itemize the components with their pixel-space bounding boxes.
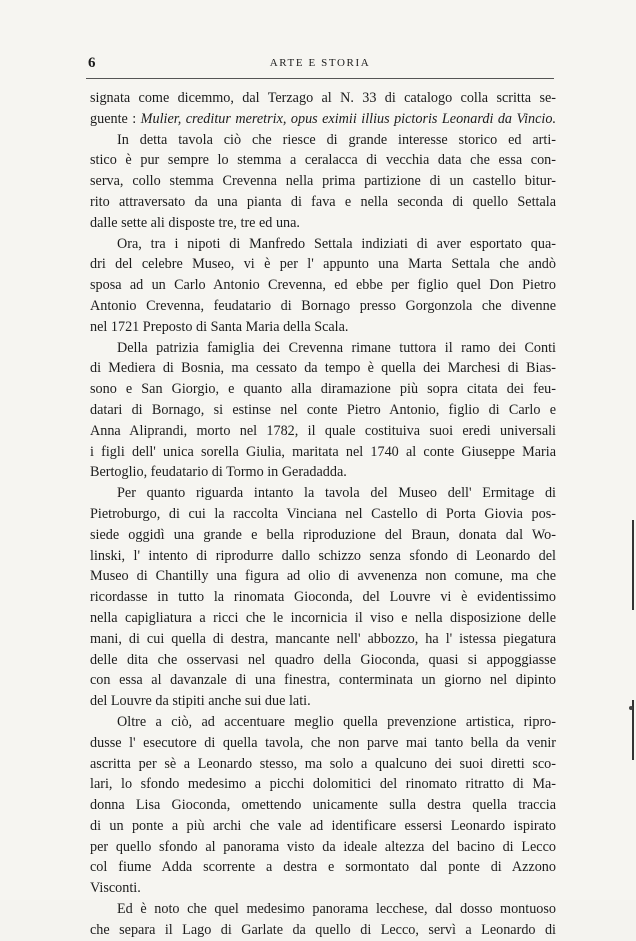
text-line: col fiume Adda scorrente a destra e sormontato dal ponte di Azzono [90, 859, 556, 876]
text-line: lari, lo sfondo medesimo a picchi dolomitici del rinomato ritratto di Ma- [90, 776, 556, 793]
text-line: nella capigliatura a ricci che le incornicia il viso e nella disposizione delle [90, 609, 556, 626]
text-line: di Mediera di Bosnia, ma cessato da tempo è quella dei Marchesi di Bias- [90, 360, 556, 377]
text-line: Oltre a ciò, ad accentuare meglio quella prevenzione artistica, ripro- [117, 713, 556, 730]
scan-speck [629, 706, 633, 710]
body-text [90, 88, 556, 941]
text-line: con essa al davanzale di una finestra, conterminata un giorno nel dipinto [90, 672, 556, 689]
text-line: In detta tavola ciò che riesce di grande interesse storico ed arti- [117, 131, 556, 148]
text-line: nel 1721 Preposto di Santa Maria della Scala. [90, 318, 349, 335]
text-line: datari di Bornago, si estinse nel conte Pietro Antonio, figlio di Carlo e [90, 401, 556, 418]
text-line: signata come dicemmo, dal Terzago al N. 33 di catalogo colla scritta se- [90, 90, 556, 106]
text-line: Pietroburgo, di cui la raccolta Vinciana nel Castello di Porta Giovia pos- [90, 505, 556, 522]
text-line: del Louvre da stipiti anche sui due lati. [90, 693, 311, 710]
text-line: i figli dell' unica sorella Giulia, maritata nel 1740 al conte Giuseppe Maria [90, 443, 556, 460]
text-line: linski, l' intento di riprodurre dallo schizzo senza sfondo di Leonardo del [90, 547, 556, 564]
text-line: serva, collo stemma Crevenna nella prima partizione di un castello bitur- [90, 173, 556, 190]
text-line: Per quanto riguarda intanto la tavola del Museo dell' Ermitage di [117, 485, 556, 502]
text-line: Della patrizia famiglia dei Crevenna rimane tuttora il ramo dei Conti [117, 339, 556, 356]
page-header [86, 55, 554, 77]
text-line: mani, di cui quella di destra, mancante nell' abbozzo, ha l' istessa piegatura [90, 630, 556, 647]
text-line: dusse l' esecutore di quella tavola, che non parve mai tanto bella da venir [90, 734, 556, 751]
text-line: Museo di Chantilly una figura ad olio di avvenenza non comune, ma che [90, 568, 556, 585]
page-number: 6 [88, 55, 96, 71]
text-line: dalle sette ali disposte tre, tre ed una. [90, 214, 300, 231]
text-line: Bertoglio, feudatario di Tormo in Geradadda. [90, 464, 347, 481]
text-line: Visconti. [90, 880, 141, 897]
text-line [90, 109, 556, 130]
text-line: siede oggidì una grande e bella riproduzione del Braun, donata dal Wo- [90, 526, 556, 543]
text-line-prefix: guente : [90, 110, 141, 127]
text-line: per quello sfondo al panorama visto da ideale altezza del bacino di Lecco [90, 838, 556, 855]
header-rule [86, 78, 554, 79]
text-line: Anna Aliprandi, morto nel 1782, il quale costituiva suoi eredi universali [90, 422, 556, 439]
text-line: ricordasse in tutto la rinomata Gioconda, del Louvre vi è evidentissimo [90, 589, 556, 606]
text-line: delle dita che osservasi nel quadro della Gioconda, quasi si appoggiasse [90, 651, 556, 668]
text-line: stico è pur sempre lo stemma a ceralacca di vecchia data che essa con- [90, 152, 556, 169]
text-line: sposa ad un Carlo Antonio Crevenna, ed ebbe per figlio quel Don Pietro [90, 277, 556, 294]
text-line: dri del celebre Museo, vi è per l' appunto una Marta Settala che andò [90, 256, 556, 273]
running-title: ARTE E STORIA [269, 57, 371, 69]
text-line: di un ponte a più archi che vale ad identificare essersi Leonardo ispirato [90, 817, 556, 834]
text-line: rito attraversato da una pianta di fava e nella seconda di quello Settala [90, 193, 556, 210]
text-line: Antonio Crevenna, feudatario di Bornago presso Gorgonzola che divenne [90, 297, 556, 314]
text-line: donna Lisa Gioconda, omettendo unicamente sulla destra quella traccia [90, 797, 556, 814]
text-line: che separa il Lago di Garlate da quello di Lecco, servì a Leonardo di [90, 921, 556, 938]
text-line: Ora, tra i nipoti di Manfredo Settala indiziati di aver esportato qua- [117, 235, 556, 252]
italic-quotation: Mulier, creditur meretrix, opus eximii illius pictoris Leonardi da Vincio. [140, 110, 556, 127]
scan-edge-mark [632, 520, 634, 610]
text-line: ascritta per sè a Leonardo stesso, ma solo a qualcuno dei suoi diretti sco- [90, 755, 556, 772]
text-line: sono e San Giorgio, e quanto alla diramazione più sopra citata dei feu- [90, 381, 556, 398]
text-line: Ed è noto che quel medesimo panorama lecchese, dal dosso montuoso [117, 901, 556, 918]
